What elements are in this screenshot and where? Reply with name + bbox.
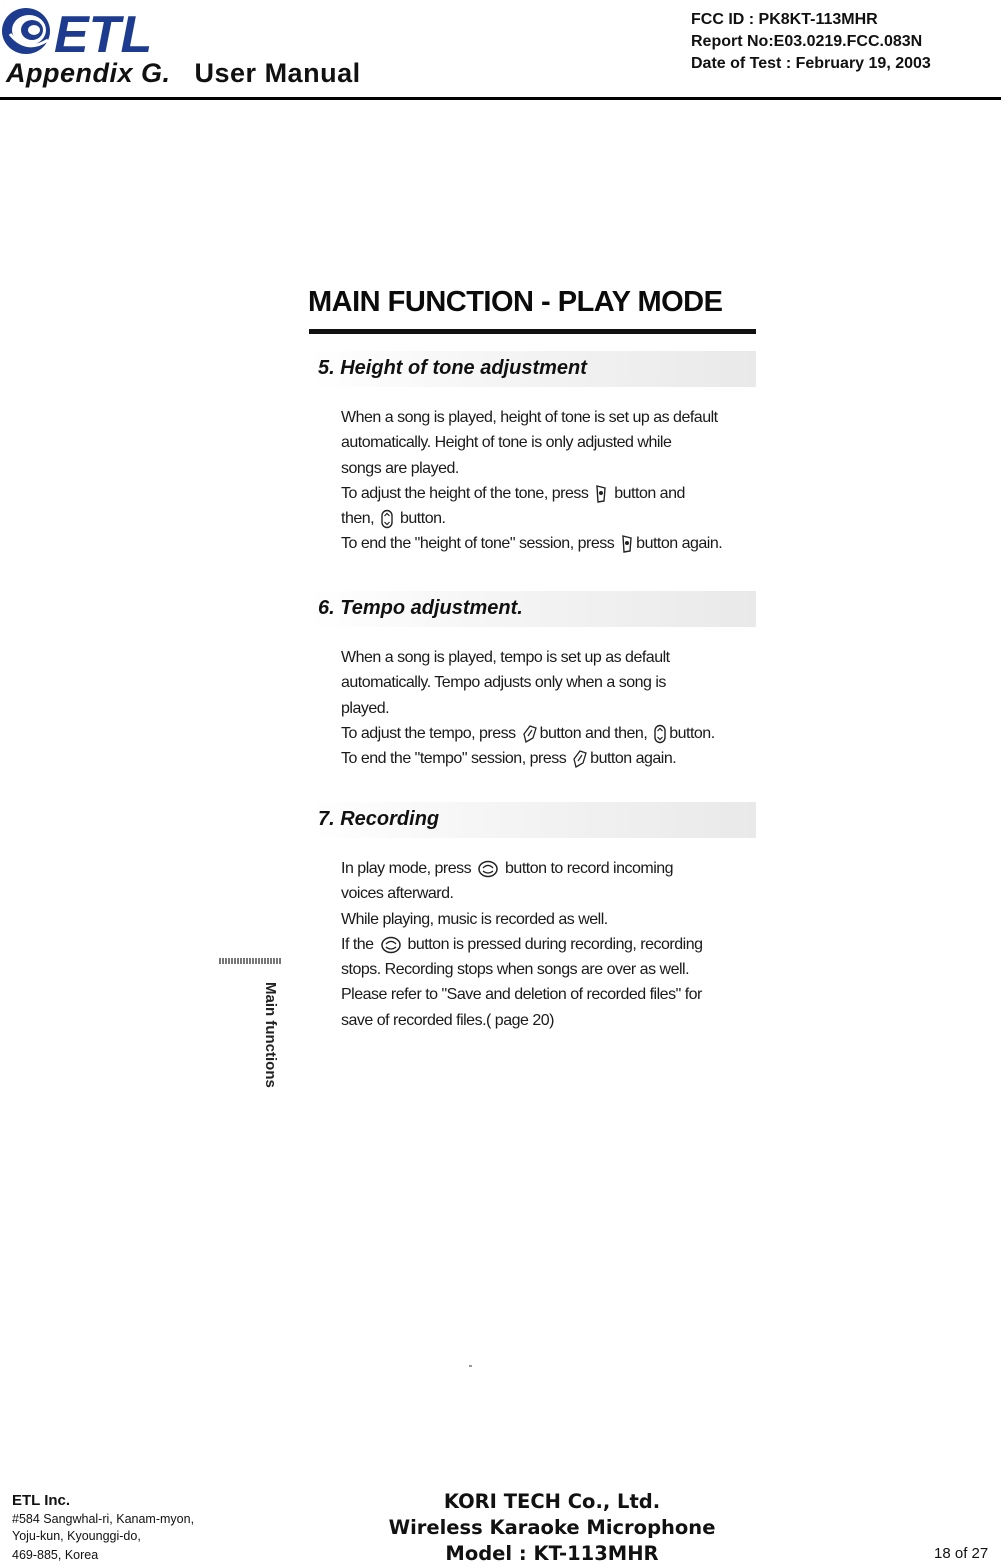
text-line <box>341 856 771 881</box>
text-segment: To adjust the tempo, press <box>341 724 516 742</box>
text-line <box>341 721 771 746</box>
text-segment: In play mode, press <box>341 860 472 877</box>
text-segment: If the <box>341 935 374 953</box>
text-segment: button and <box>614 484 685 502</box>
record-key-icon <box>477 860 499 878</box>
page-number: 18 of 27 <box>934 1545 989 1562</box>
text-segment: button to record incoming <box>505 860 674 877</box>
title-divider <box>309 329 756 334</box>
text-line: automatically. Tempo adjusts only when a song is <box>341 674 666 692</box>
side-tab <box>262 982 284 1102</box>
text-line: When a song is played, height of tone is set up as default <box>341 409 718 426</box>
report-number: Report No:E03.0219.FCC.083N <box>691 33 923 50</box>
text-line: automatically. Height of tone is only adjusted while <box>341 434 672 452</box>
text-line <box>341 746 771 771</box>
record-key-icon <box>380 936 402 954</box>
text-segment: To end the "height of tone" session, press <box>341 535 615 553</box>
up-down-key-icon <box>380 509 394 529</box>
text-segment: button. <box>669 724 715 742</box>
footer-address-line: #584 Sangwhal-ri, Kanam-myon, <box>12 1512 195 1526</box>
section-7-body <box>341 856 771 1033</box>
footer-company: ETL Inc. <box>12 1492 71 1509</box>
section-label: User Manual <box>194 58 361 88</box>
etl-logo <box>0 4 170 58</box>
text-segment: button and then, <box>539 724 648 742</box>
text-line: songs are played. <box>341 459 459 477</box>
footer-product-block <box>352 1489 752 1567</box>
appendix-heading <box>6 58 361 89</box>
tempo-key-icon <box>522 724 538 744</box>
text-line: stops. Recording stops when songs are over as well. <box>341 961 690 979</box>
text-line <box>341 506 771 531</box>
side-tab-pattern <box>219 958 281 964</box>
fcc-id: FCC ID : PK8KT-113MHR <box>691 11 878 28</box>
header-divider <box>0 97 1001 100</box>
text-segment: button again. <box>590 750 677 768</box>
etl-swirl-icon <box>2 8 50 54</box>
text-segment: To end the "tempo" session, press <box>341 750 567 768</box>
text-line: While playing, music is recorded as well. <box>341 910 608 928</box>
up-down-key-icon <box>653 724 667 744</box>
text-line: save of recorded files.( page 20) <box>341 1011 554 1029</box>
text-segment: then, <box>341 510 375 528</box>
footer-address-line: Yoju-kun, Kyounggi-do, <box>12 1529 141 1543</box>
footer-address-line: 469-885, Korea <box>12 1548 99 1562</box>
text-segment: To adjust the height of the tone, press <box>341 484 589 502</box>
test-date: Date of Test : February 19, 2003 <box>691 55 931 72</box>
etl-logo-text: ETL <box>54 6 153 58</box>
text-line: played. <box>341 699 390 717</box>
text-line: voices afterward. <box>341 885 454 903</box>
text-line <box>341 932 771 957</box>
text-segment: button. <box>400 510 446 528</box>
section-6-title: 6. Tempo adjustment. <box>318 597 523 619</box>
client-name: KORI TECH Co., Ltd. <box>443 1490 661 1513</box>
tempo-key-icon <box>572 749 588 769</box>
section-5-title: 5. Height of tone adjustment <box>318 357 587 379</box>
text-segment: button again. <box>636 535 723 553</box>
text-line <box>341 531 771 556</box>
text-line <box>341 481 771 506</box>
text-segment: button is pressed during recording, recording <box>407 935 703 953</box>
tone-key-icon <box>594 484 608 504</box>
section-7-title: 7. Recording <box>318 808 440 830</box>
side-tab-label: Main functions <box>262 982 279 1088</box>
section-5-body <box>341 405 771 557</box>
tone-key-icon <box>620 534 634 554</box>
text-line: When a song is played, tempo is set up as default <box>341 649 670 666</box>
section-6-body <box>341 645 771 771</box>
appendix-label: Appendix G. <box>6 58 171 88</box>
report-info <box>691 9 931 75</box>
manual-title: MAIN FUNCTION - PLAY MODE <box>308 286 723 318</box>
scan-speck <box>469 1365 472 1367</box>
product-name: Wireless Karaoke Microphone <box>388 1516 716 1539</box>
text-line: Please refer to "Save and deletion of recorded files" for <box>341 986 702 1004</box>
model-name: Model : KT-113MHR <box>445 1542 659 1565</box>
